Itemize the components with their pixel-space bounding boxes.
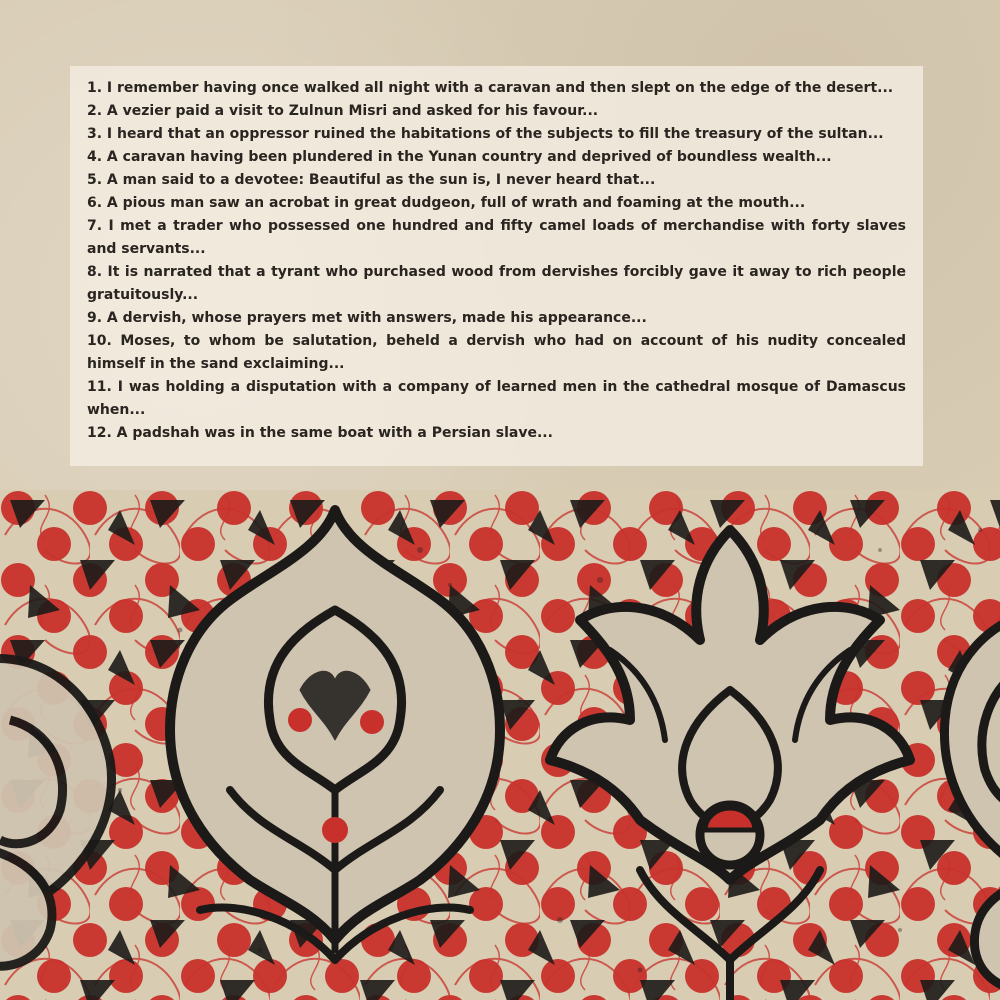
story-item-3: 3. I heard that an oppressor ruined the habitations of the subjects to fill the treasury of the sultan... bbox=[87, 126, 884, 142]
story-list bbox=[87, 77, 906, 445]
story-item-7: 7. I met a trader who possessed one hundred and fifty camel loads of merchandise with forty slaves and servants... bbox=[87, 218, 906, 257]
story-item-6: 6. A pious man saw an acrobat in great dudgeon, full of wrath and foaming at the mouth... bbox=[87, 195, 806, 211]
story-item-8: 8. It is narrated that a tyrant who purchased wood from dervishes forcibly gave it away to rich people gratuitously... bbox=[87, 264, 906, 303]
story-item-4: 4. A caravan having been plundered in the Yunan country and deprived of boundless wealth... bbox=[87, 149, 832, 165]
text-panel bbox=[70, 66, 923, 466]
story-item-1: 1. I remember having once walked all night with a caravan and then slept on the edge of the desert... bbox=[87, 80, 894, 96]
story-item-2: 2. A vezier paid a visit to Zulnun Misri and asked for his favour... bbox=[87, 103, 599, 119]
story-item-12: 12. A padshah was in the same boat with a Persian slave... bbox=[87, 425, 553, 441]
floral-ornament-band bbox=[0, 490, 1000, 1000]
story-item-10: 10. Moses, to whom be salutation, beheld a dervish who had on account of his nudity concealed himself in the sand exclaiming... bbox=[87, 333, 906, 372]
story-item-5: 5. A man said to a devotee: Beautiful as the sun is, I never heard that... bbox=[87, 172, 656, 188]
story-item-11: 11. I was holding a disputation with a company of learned men in the cathedral mosque of Damascus when... bbox=[87, 379, 906, 418]
story-item-9: 9. A dervish, whose prayers met with answers, made his appearance... bbox=[87, 310, 647, 326]
